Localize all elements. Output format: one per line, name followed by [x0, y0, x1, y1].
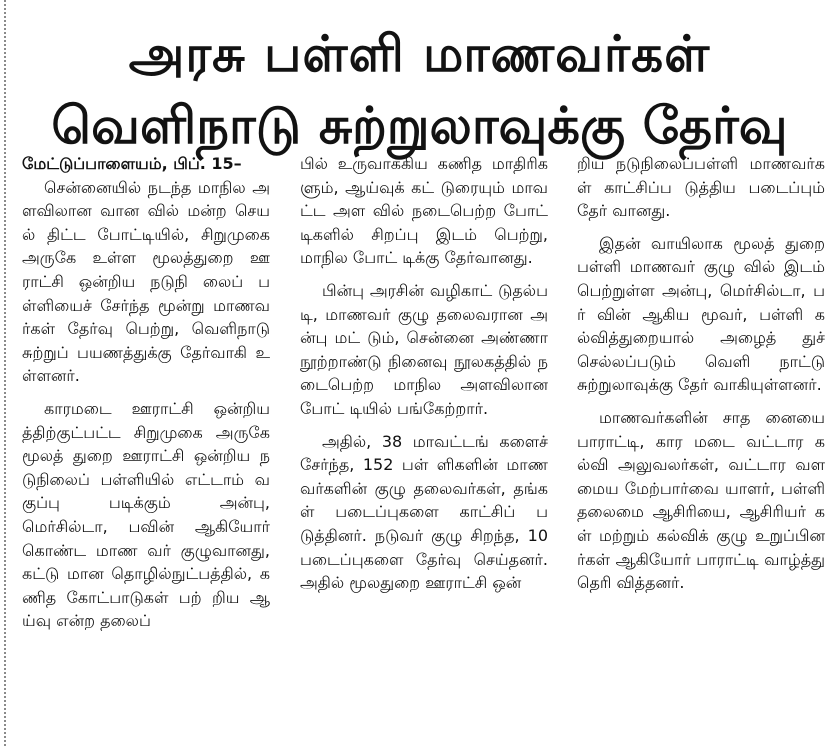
dateline: மேட்டுப்பாளையம், பிப். 15– [22, 154, 242, 173]
paragraph: பில் உருவாக்கிய கணித மாதிரிகளும், ஆய்வுக் கட் டுரையும் மாவட்ட அள வில் நடைபெற்ற போட் டிகளில் சிறப்பு இடம் பெற்று, மாநில போட் டிக்கு தேர்வானது. [300, 154, 548, 268]
article-column-3 [577, 152, 825, 595]
paragraph: பின்பு அரசின் வழிகாட் டுதல்படி, மாணவர் குழு தலைவரான அன்பு மட் டும், சென்னை அண்ணா நூற்றாண்டு நினைவு நூலகத்தில் நடைபெற்ற மாநில அளவிலான போட் டியில் பங்கேற்றார். [300, 280, 548, 418]
paragraph: காரமடை ஊராட்சி ஒன்றியத்திற்குட்பட்ட சிறுமுகை அருகே மூலத் துறை ஊராட்சி ஒன்றிய நடுநிலைப் பள்ளியில் எட்டாம் வகுப்பு படிக்கும் அன்பு, மெர்சில்டா, பவின் ஆகியோர் கொண்ட மாண வர் குழுவானது, கட்டு மான தொழில்நுட்பத்தில், கணித கோட்பாடுகள் பற் றிய ஆய்வு என்ற தலைப் [22, 398, 270, 631]
paragraph: றிய நடுநிலைப்பள்ளி மாணவர்கள் காட்சிப்ப டுத்திய படைப்பும் தேர் வானது. [577, 154, 825, 221]
paragraph: இதன் வாயிலாக மூலத் துறை பள்ளி மாணவர் குழு வில் இடம் பெற்றுள்ள அன்பு, மெர்சில்டா, பர் வின் ஆகிய மூவர், பள்ளி கல்வித்துறையால் அழைத் துச் செல்லப்படும் வெளி நாட்டு சுற்றுலாவுக்கு தேர் வாகியுள்ளனர். [577, 233, 825, 395]
paragraph: சென்னையில் நடந்த மாநில அளவிலான வான வில் மன்ற செயல் திட்ட போட்டியில், சிறுமுகை அருகே உள்ள மூலத்துறை ஊராட்சி ஒன்றிய நடுநி லைப் பள்ளியைச் சேர்ந்த மூன்று மாணவர்கள் தேர்வு பெற்று, வெளிநாடு சுற்றுப் பயணத்துக்கு தேர்வாகி உள்ளனர். [22, 177, 270, 386]
article-column-1 [22, 152, 270, 633]
headline-line-2: வெளிநாடு சுற்றுலாவுக்கு தேர்வு [51, 97, 788, 156]
paragraph: மாணவர்களின் சாத னையை பாராட்டி, கார மடை வட்டார கல்வி அலுவலர்கள், வட்டார வளமைய மேற்பார்வை யாளர், பள்ளி தலைமை ஆசிரியை, ஆசிரியர் கள் மற்றும் கல்விக் குழு உறுப்பினர்கள் ஆகியோர் பாராட்டி வாழ்த்து தெரி வித்தனர். [577, 407, 825, 593]
article-body [22, 152, 826, 742]
clipping-dotted-edge [4, 0, 6, 746]
article-column-2 [300, 152, 548, 595]
paragraph: அதில், 38 மாவட்டங் களைச் சேர்ந்த, 152 பள் ளிகளின் மாணவர்களின் குழு தலைவர்கள், தங்கள் படைப்புகளை காட்சிப் படுத்தினர். நடுவர் குழு சிறந்த, 10 படைப்புகளை தேர்வு செய்தனர். அதில் மூலதுறை ஊராட்சி ஒன் [300, 431, 548, 593]
headline-line-1: அரசு பள்ளி மாணவர்கள் [128, 25, 711, 83]
dateline-paragraph [22, 152, 270, 176]
headline [18, 22, 821, 160]
